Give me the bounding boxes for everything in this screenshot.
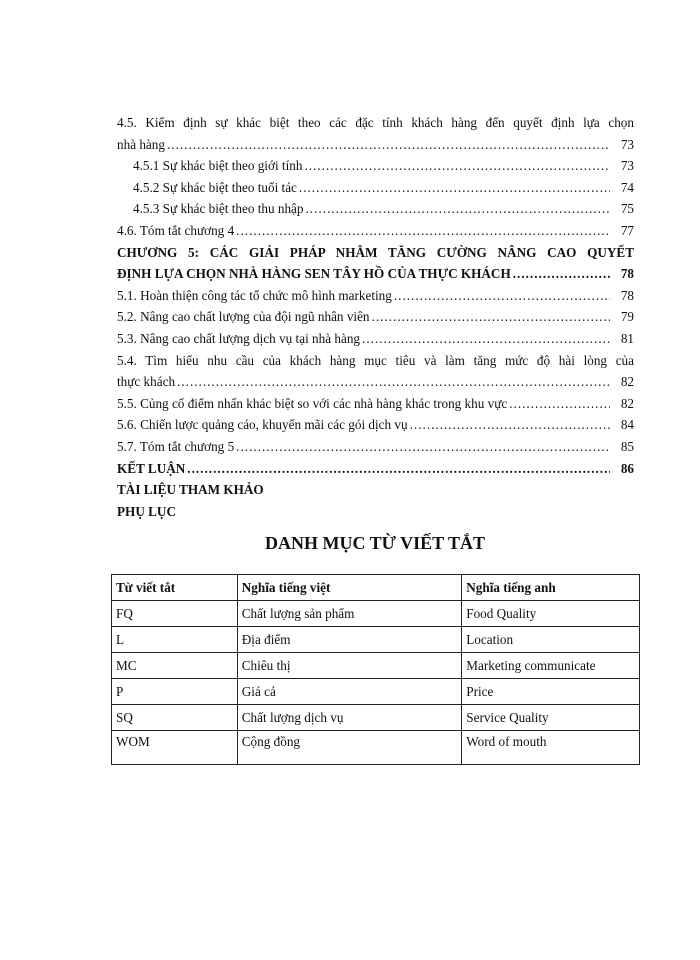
cell-vietnamese: Chiêu thị	[237, 653, 461, 679]
cell-abbreviation: SQ	[112, 705, 238, 731]
cell-vietnamese: Chất lượng sản phẩm	[237, 601, 461, 627]
toc-entry-4-5-3	[117, 198, 634, 220]
cell-abbreviation: FQ	[112, 601, 238, 627]
toc-leader-dots	[167, 134, 610, 156]
toc-entry-4-5-line1: 4.5. Kiểm định sự khác biệt theo các đặc tính khách hàng đến quyết định lựa chọn	[117, 115, 634, 130]
toc-page-number: 74	[620, 179, 634, 195]
toc-leader-dots	[410, 414, 610, 436]
toc-entry-5-2	[117, 306, 634, 328]
cell-english: Word of mouth	[462, 731, 640, 765]
toc-entry-5-3	[117, 328, 634, 350]
toc-entry-phu-luc: PHỤ LỤC	[117, 503, 176, 519]
toc-leader-dots	[304, 155, 610, 177]
table-of-contents	[117, 112, 634, 522]
toc-label: 5.5. Củng cố điểm nhấn khác biệt so với các nhà hàng khác trong khu vực	[117, 395, 508, 411]
toc-leader-dots	[236, 220, 610, 242]
table-row	[112, 627, 640, 653]
toc-page-number: 78	[620, 287, 634, 303]
toc-label: 5.7. Tóm tắt chương 5	[117, 438, 235, 454]
toc-page-number: 73	[620, 136, 634, 152]
toc-entry-5-1	[117, 285, 634, 307]
toc-page-number: 82	[620, 374, 634, 390]
cell-english: Marketing communicate	[462, 653, 640, 679]
toc-label: 5.2. Nâng cao chất lượng của đội ngũ nhân viên	[117, 309, 370, 325]
cell-vietnamese: Địa điểm	[237, 627, 461, 653]
toc-entry-4-5-1	[117, 155, 634, 177]
cell-vietnamese: Cộng đồng	[237, 731, 461, 765]
column-header-abbreviation: Từ viết tắt	[112, 575, 238, 601]
cell-vietnamese: Giá cả	[237, 679, 461, 705]
cell-english: Service Quality	[462, 705, 640, 731]
toc-page-number: 73	[620, 158, 634, 174]
cell-abbreviation: WOM	[112, 731, 238, 765]
toc-chapter-5-line2	[117, 263, 634, 285]
toc-page-number: 84	[620, 417, 634, 433]
toc-label: 4.5.1 Sự khác biệt theo giới tính	[133, 158, 303, 174]
toc-leader-dots	[509, 393, 610, 415]
toc-leader-dots	[306, 198, 611, 220]
column-header-vietnamese: Nghĩa tiếng việt	[237, 575, 461, 601]
toc-entry-5-4-line2	[117, 371, 634, 393]
toc-label: 4.5.2 Sự khác biệt theo tuổi tác	[133, 179, 297, 195]
table-row	[112, 731, 640, 765]
toc-page-number: 79	[620, 309, 634, 325]
toc-label: 5.6. Chiến lược quảng cáo, khuyến mãi các gói dịch vụ	[117, 417, 408, 433]
toc-label: 5.1. Hoàn thiện công tác tổ chức mô hình marketing	[117, 287, 392, 303]
toc-label: nhà hàng	[117, 136, 165, 152]
toc-entry-4-5-2	[117, 177, 634, 199]
toc-leader-dots	[362, 328, 610, 350]
cell-english: Location	[462, 627, 640, 653]
table-row	[112, 679, 640, 705]
toc-leader-dots	[236, 436, 610, 458]
toc-label: thực khách	[117, 374, 176, 390]
cell-abbreviation: P	[112, 679, 238, 705]
column-header-english: Nghĩa tiếng anh	[462, 575, 640, 601]
toc-leader-dots	[394, 285, 610, 307]
toc-entry-5-6	[117, 414, 634, 436]
toc-leader-dots	[187, 458, 610, 480]
cell-vietnamese: Chất lượng dịch vụ	[237, 705, 461, 731]
toc-page-number: 75	[620, 201, 634, 217]
toc-chapter-5-line1: CHƯƠNG 5: CÁC GIẢI PHÁP NHẰM TĂNG CƯỜNG NÂNG CAO QUYẾT	[117, 244, 634, 260]
toc-leader-dots	[513, 263, 610, 285]
toc-page-number: 78	[620, 266, 634, 282]
toc-entry-5-7	[117, 436, 634, 458]
toc-entry-4-5-line2	[117, 134, 634, 156]
toc-page-number: 85	[620, 438, 634, 454]
toc-entry-ket-luan	[117, 458, 634, 480]
toc-label: KẾT LUẬN	[117, 460, 186, 476]
table-row	[112, 705, 640, 731]
toc-label: 4.5.3 Sự khác biệt theo thu nhập	[133, 201, 304, 217]
toc-leader-dots	[299, 177, 610, 199]
toc-leader-dots	[177, 371, 610, 393]
toc-page-number: 77	[620, 222, 634, 238]
toc-label: 5.3. Nâng cao chất lượng dịch vụ tại nhà hàng	[117, 330, 361, 346]
toc-entry-5-4-line1: 5.4. Tìm hiểu nhu cầu của khách hàng mục tiêu và làm tăng mức độ hài lòng của	[117, 352, 634, 368]
toc-entry-4-6	[117, 220, 634, 242]
toc-leader-dots	[372, 306, 610, 328]
cell-abbreviation: MC	[112, 653, 238, 679]
table-header-row	[112, 575, 640, 601]
toc-entry-tai-lieu: TÀI LIỆU THAM KHẢO	[117, 482, 264, 498]
toc-page-number: 86	[620, 460, 634, 476]
toc-page-number: 82	[620, 395, 634, 411]
cell-english: Price	[462, 679, 640, 705]
toc-label: ĐỊNH LỰA CHỌN NHÀ HÀNG SEN TÂY HỒ CỦA THỰC KHÁCH	[117, 266, 511, 282]
toc-label: 4.6. Tóm tắt chương 4	[117, 222, 235, 238]
abbreviations-title: DANH MỤC TỪ VIẾT TẮT	[264, 533, 486, 553]
cell-english: Food Quality	[462, 601, 640, 627]
table-row	[112, 653, 640, 679]
toc-page-number: 81	[620, 330, 634, 346]
abbreviations-table	[111, 574, 640, 765]
toc-entry-5-5	[117, 393, 634, 415]
table-row	[112, 601, 640, 627]
cell-abbreviation: L	[112, 627, 238, 653]
